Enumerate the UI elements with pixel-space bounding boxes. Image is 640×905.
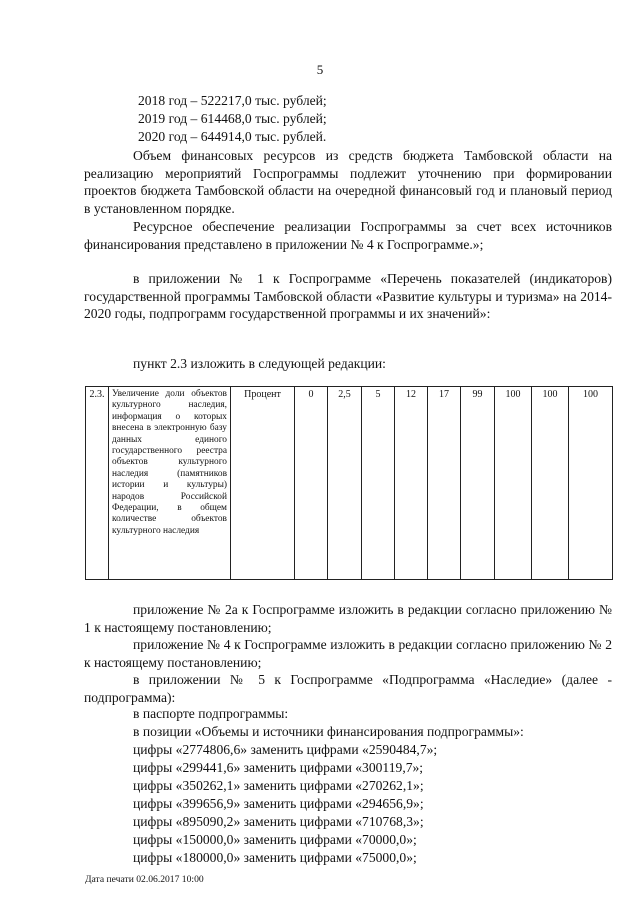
value-cell: 100 bbox=[569, 387, 613, 580]
print-date-footer: Дата печати 02.06.2017 10:00 bbox=[85, 874, 204, 885]
value-cell: 100 bbox=[532, 387, 569, 580]
row-description: Увеличение доли объектов культурного наследия, информация о которых внесена в электронную базу данных единого государственного реестра объектов культурного наследия (памятников истории и культуры) народов Российской Федерации, в общем количестве объектов культурного наследия bbox=[109, 387, 231, 580]
year-line-2019: 2019 год – 614468,0 тыс. рублей; bbox=[138, 111, 327, 126]
year-line-2018: 2018 год – 522217,0 тыс. рублей; bbox=[138, 93, 327, 108]
page-number: 5 bbox=[316, 62, 324, 77]
replacement-line: цифры «895090,2» заменить цифрами «710768,3»; bbox=[133, 814, 424, 829]
year-line-2020: 2020 год – 644914,0 тыс. рублей. bbox=[138, 129, 327, 144]
paragraph-appendix-5: в приложении № 5 к Госпрограмме «Подпрограмма «Наследие» (далее - подпрограмма): bbox=[84, 672, 612, 705]
replacement-line: цифры «150000,0» заменить цифрами «70000,0»; bbox=[133, 832, 417, 847]
paragraph-budget: Объем финансовых ресурсов из средств бюджета Тамбовской области на реализацию мероприятий Госпрограммы подлежит уточнению при формировании проектов бюджета Тамбовской области на очередной финансовый год и плановый период в установленном порядке. bbox=[84, 148, 612, 216]
table-row bbox=[86, 387, 613, 580]
value-cell: 17 bbox=[428, 387, 461, 580]
row-code: 2.3. bbox=[86, 387, 109, 580]
item-heading: пункт 2.3 изложить в следующей редакции: bbox=[133, 356, 386, 371]
replacement-line: цифры «299441,6» заменить цифрами «300119,7»; bbox=[133, 760, 424, 775]
replacement-line: цифры «399656,9» заменить цифрами «294656,9»; bbox=[133, 796, 424, 811]
value-cell: 2,5 bbox=[328, 387, 362, 580]
row-unit: Процент bbox=[231, 387, 295, 580]
value-cell: 12 bbox=[395, 387, 428, 580]
value-cell: 100 bbox=[495, 387, 532, 580]
replacement-line: цифры «2774806,6» заменить цифрами «2590484,7»; bbox=[133, 742, 438, 757]
paragraph-appendix-2a: приложение № 2а к Госпрограмме изложить в редакции согласно приложению № 1 к настоящему постановлению; bbox=[84, 602, 612, 635]
paragraph-appendix-1: в приложении № 1 к Госпрограмме «Перечень показателей (индикаторов) государственной программы Тамбовской области «Развитие культуры и туризма» на 2014-2020 годы, подпрограмм государственной программы и их значений»: bbox=[84, 271, 612, 321]
replacement-line: цифры «350262,1» заменить цифрами «270262,1»; bbox=[133, 778, 424, 793]
text-line: в паспорте подпрограммы: bbox=[133, 706, 289, 721]
text-line: в позиции «Объемы и источники финансирования подпрограммы»: bbox=[133, 724, 524, 739]
value-cell: 5 bbox=[362, 387, 395, 580]
indicator-table bbox=[85, 386, 613, 580]
value-cell: 99 bbox=[461, 387, 495, 580]
paragraph-resources: Ресурсное обеспечение реализации Госпрограммы за счет всех источников финансирования представлено в приложении № 4 к Госпрограмме.»; bbox=[84, 219, 612, 252]
value-cell: 0 bbox=[295, 387, 328, 580]
paragraph-appendix-4: приложение № 4 к Госпрограмме изложить в редакции согласно приложению № 2 к настоящему постановлению; bbox=[84, 637, 612, 670]
replacement-line: цифры «180000,0» заменить цифрами «75000,0»; bbox=[133, 850, 417, 865]
